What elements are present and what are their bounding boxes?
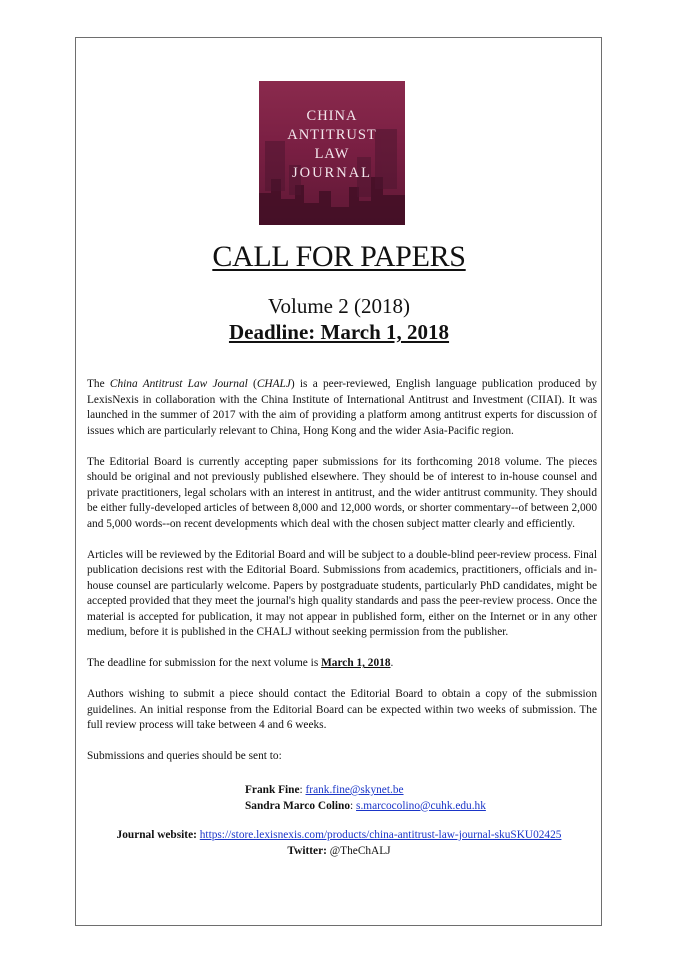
text-run: . xyxy=(390,657,394,669)
contact-name: Sandra Marco Colino xyxy=(245,799,351,812)
submissions-paragraph: The Editorial Board is currently accepting paper submissions for its forthcoming 2018 volume. The pieces should be original and not previously published elsewhere. They should be of interest to in-house counsel and private practitioners, legal scholars with an interest in antitrust, and the wider antitrust community. They should be either fully-developed articles of between 8,000 and 12,000 words, or shorter commentary--of between 2,000 and 5,000 words--on recent developments which deal with the chosen subject matter clearly and efficiently. xyxy=(87,455,597,530)
text-run: ) is a peer-reviewed, English language publication produced by LexisNexis in collaboration with the China Institute of International Antitrust and Investment (CIIAI). It was launched in the summer of 2017 with the aim of providing a platform among antitrust experts for discussion of issues which are particularly relevant to China, Hong Kong and the wider Asia-Pacific region. xyxy=(87,378,597,437)
body-text xyxy=(87,377,597,780)
contact-item: Frank Fine: frank.fine@skynet.be xyxy=(245,784,404,796)
website-line xyxy=(0,828,678,844)
twitter-handle: @TheChALJ xyxy=(329,844,391,857)
page-title: CALL FOR PAPERS xyxy=(212,240,466,273)
email-link[interactable]: s.marcocolino@cuhk.edu.hk xyxy=(356,799,486,812)
guidelines-paragraph: Authors wishing to submit a piece should contact the Editorial Board to obtain a copy of the submission guidelines. An initial response from the Editorial Board can be expected within two weeks of submission. The full review process will take between 4 and 6 weeks. xyxy=(87,688,597,731)
review-paragraph: Articles will be reviewed by the Editorial Board and will be subject to a double-blind peer-review process. Final publication decisions rest with the Editorial Board. Submissions from academics, practitioners, officials and in-house counsel are particularly welcome. Papers by postgraduate students, particularly PhD candidates, might be accepted provided that they meet the journal's high quality standards and pass the peer-review process. Once the material is accepted for publication, it may not appear in published form, either on the Internet or in any other medium, before it is published in the CHALJ without seeking permission from the publisher. xyxy=(87,548,597,638)
journal-name: China Antitrust Law Journal xyxy=(109,378,248,390)
contact-list xyxy=(245,783,486,814)
email-link[interactable]: frank.fine@skynet.be xyxy=(305,784,404,796)
text-run: The deadline for submission for the next volume is xyxy=(87,657,322,669)
footer-links xyxy=(0,828,678,859)
volume-label: Volume 2 (2018) xyxy=(268,294,410,318)
journal-abbreviation: CHALJ xyxy=(256,378,291,390)
deadline-paragraph xyxy=(87,656,597,672)
text-run: ( xyxy=(247,378,257,390)
cover-title-line: ANTITRUST xyxy=(287,127,377,143)
website-link[interactable]: https://store.lexisnexis.com/products/china-antitrust-law-journal-skuSKU02425 xyxy=(199,829,562,841)
deadline-date: March 1, 2018 xyxy=(321,657,391,669)
cover-title-line: CHINA xyxy=(306,108,358,124)
twitter-line xyxy=(0,844,678,860)
text-run: The xyxy=(87,378,110,390)
contact-name: Frank Fine xyxy=(245,784,300,796)
intro-paragraph xyxy=(87,377,597,439)
cover-title-line: LAW xyxy=(314,146,350,162)
cover-title-line: JOURNAL xyxy=(291,165,373,181)
contact-item: Sandra Marco Colino: s.marcocolino@cuhk.edu.hk xyxy=(245,799,486,812)
cover-title xyxy=(259,107,405,183)
deadline-label: Deadline: March 1, 2018 xyxy=(228,320,450,344)
journal-cover-image xyxy=(259,81,405,225)
contact-intro-paragraph: Submissions and queries should be sent to: xyxy=(87,750,282,762)
website-label: Journal website: xyxy=(116,829,197,841)
twitter-label: Twitter: xyxy=(287,844,327,857)
